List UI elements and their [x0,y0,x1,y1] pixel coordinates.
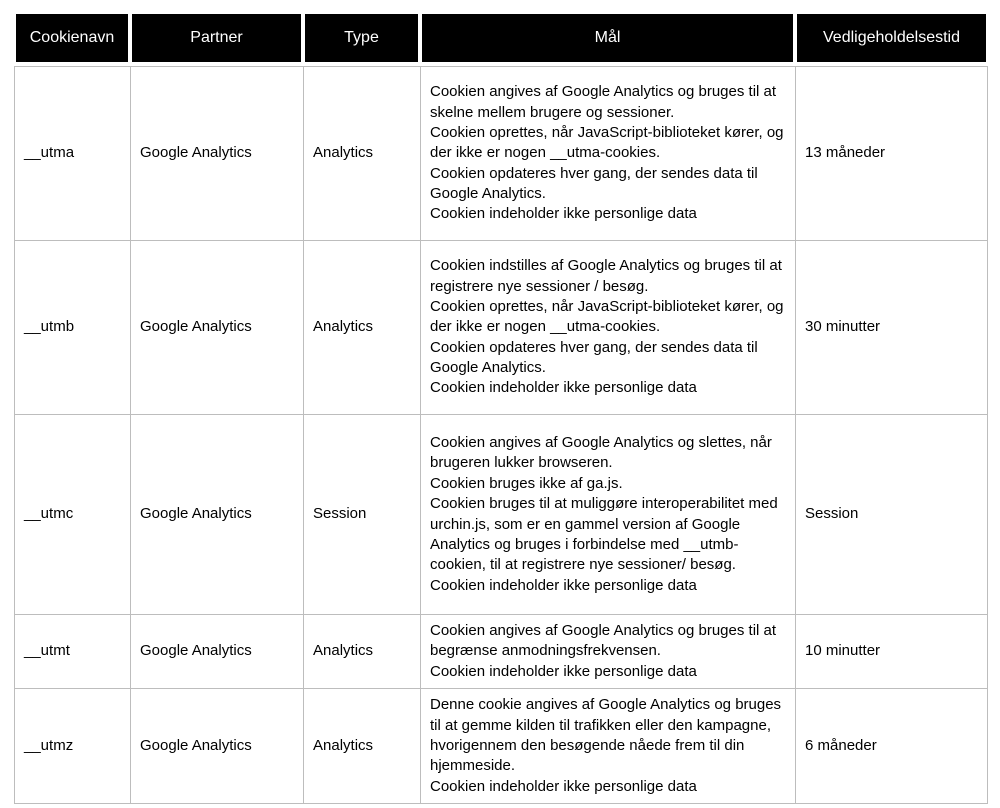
column-header-vedligeholdelsestid: Vedligeholdelsestid [795,14,988,66]
cell-partner: Google Analytics [130,66,303,240]
cell-type: Analytics [303,66,420,240]
cell-cookienavn: __utmz [14,688,130,804]
cell-maal [420,240,795,414]
cell-cookienavn: __utmb [14,240,130,414]
header-row [14,14,988,66]
cell-vedligeholdelsestid: 30 minutter [795,240,988,414]
maal-line: Cookien angives af Google Analytics og bruges til at begrænse anmodningsfrekvensen. [430,622,777,660]
maal-line: Cookien indeholder ikke personlige data [430,777,697,795]
cell-type: Analytics [303,240,420,414]
column-header-maal: Mål [420,14,795,66]
cell-vedligeholdelsestid: Session [795,414,988,614]
maal-line: Cookien indeholder ikke personlige data [430,379,697,397]
table-row [14,688,988,804]
cell-cookienavn: __utmt [14,614,130,688]
cell-type: Analytics [303,688,420,804]
cell-maal [420,688,795,804]
maal-line: Cookien bruges ikke af ga.js. [430,474,623,492]
cell-partner: Google Analytics [130,240,303,414]
cell-vedligeholdelsestid: 6 måneder [795,688,988,804]
table-row [14,414,988,614]
cell-vedligeholdelsestid: 10 minutter [795,614,988,688]
cell-cookienavn: __utma [14,66,130,240]
maal-line: Cookien oprettes, når JavaScript-biblioteket kører, og der ikke er nogen __utma-cookies. [430,123,784,162]
maal-line: Cookien opdateres hver gang, der sendes data til Google Analytics. [430,164,758,203]
maal-line: Denne cookie angives af Google Analytics og bruges til at gemme kilden til trafikken eller den kampagne, hvorigennem den besøgende nåede frem til din hjemmeside. [430,696,782,775]
cell-partner: Google Analytics [130,688,303,804]
maal-line: Cookien indeholder ikke personlige data [430,662,697,680]
maal-line: Cookien oprettes, når JavaScript-biblioteket kører, og der ikke er nogen __utma-cookies. [430,297,784,336]
column-header-partner: Partner [130,14,303,66]
cell-maal [420,66,795,240]
table-row [14,614,988,688]
table-row [14,66,988,240]
cell-type: Session [303,414,420,614]
cell-partner: Google Analytics [130,414,303,614]
cell-maal [420,614,795,688]
cookie-table [14,14,988,804]
cell-maal [420,414,795,614]
cell-cookienavn: __utmc [14,414,130,614]
maal-line: Cookien angives af Google Analytics og bruges til at skelne mellem brugere og sessioner. [430,83,777,121]
cell-type: Analytics [303,614,420,688]
table-row [14,240,988,414]
maal-line: Cookien indeholder ikke personlige data [430,576,697,594]
maal-line: Cookien indstilles af Google Analytics og bruges til at registrere nye sessioner / besøg. [430,257,782,295]
maal-line: Cookien indeholder ikke personlige data [430,205,697,223]
column-header-cookienavn: Cookienavn [14,14,130,66]
cell-vedligeholdelsestid: 13 måneder [795,66,988,240]
maal-line: Cookien bruges til at muliggøre interoperabilitet med urchin.js, som er en gammel version af Google Analytics og bruges i forbindelse med __utmb-cookien, til at registrere nye sessioner/ besøg. [430,495,778,574]
maal-line: Cookien angives af Google Analytics og slettes, når brugeren lukker browseren. [430,433,772,472]
column-header-type: Type [303,14,420,66]
cell-partner: Google Analytics [130,614,303,688]
maal-line: Cookien opdateres hver gang, der sendes data til Google Analytics. [430,338,758,377]
